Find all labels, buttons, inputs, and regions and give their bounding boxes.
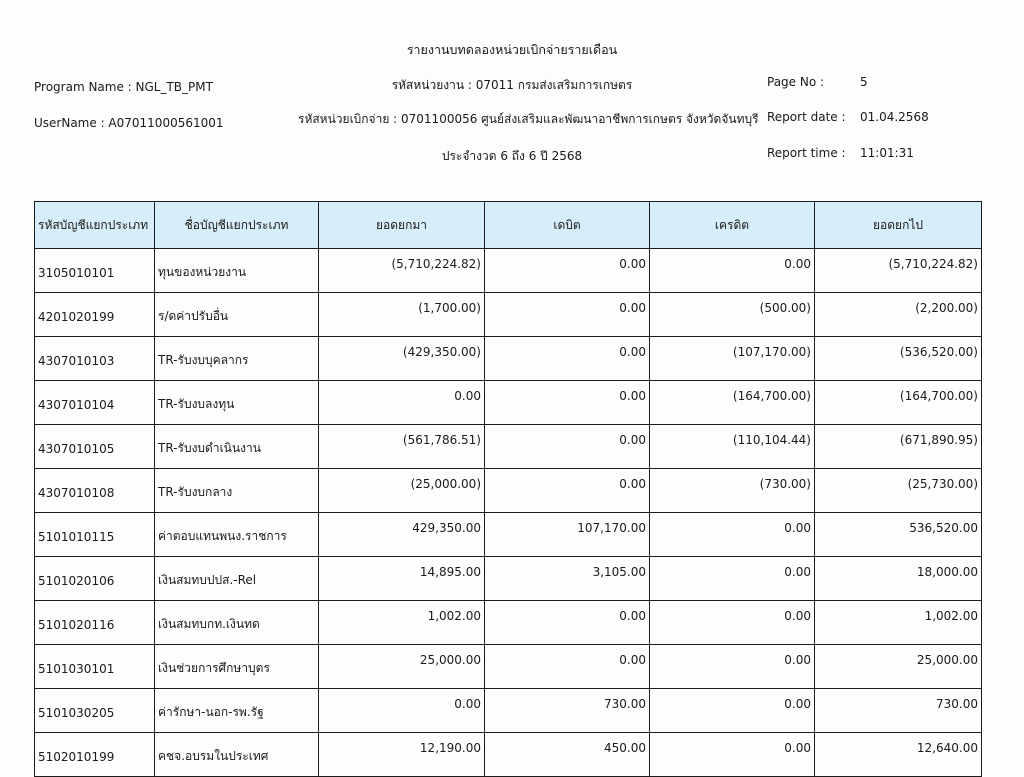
brought-forward-amount: 25,000.00: [319, 645, 485, 689]
account-code: 5101020116: [35, 601, 155, 645]
header-debit: เดบิต: [485, 202, 650, 249]
debit-amount: 450.00: [485, 733, 650, 777]
carried-forward-amount: (2,200.00): [815, 293, 982, 337]
carried-forward-amount: (5,710,224.82): [815, 249, 982, 293]
account-code: 4307010108: [35, 469, 155, 513]
table-row: [35, 249, 982, 293]
brought-forward-amount: (561,786.51): [319, 425, 485, 469]
carried-forward-amount: 18,000.00: [815, 557, 982, 601]
carried-forward-amount: 12,640.00: [815, 733, 982, 777]
report-time-value: 11:01:31: [860, 146, 914, 160]
credit-amount: (107,170.00): [650, 337, 815, 381]
table-row: [35, 469, 982, 513]
credit-amount: (164,700.00): [650, 381, 815, 425]
credit-amount: 0.00: [650, 689, 815, 733]
department-code: รหัสหน่วยงาน : 07011 กรมส่งเสริมการเกษตร: [391, 78, 633, 92]
account-name: เงินช่วยการศึกษาบุตร: [155, 645, 319, 689]
account-code: 5101010115: [35, 513, 155, 557]
table-row: [35, 425, 982, 469]
report-time-label: Report time :: [767, 146, 846, 160]
header-account-name: ชื่อบัญชีแยกประเภท: [155, 202, 319, 249]
carried-forward-amount: 730.00: [815, 689, 982, 733]
account-code: 4307010105: [35, 425, 155, 469]
debit-amount: 0.00: [485, 601, 650, 645]
debit-amount: 107,170.00: [485, 513, 650, 557]
brought-forward-amount: 0.00: [319, 381, 485, 425]
table-row: [35, 513, 982, 557]
debit-amount: 3,105.00: [485, 557, 650, 601]
account-name: ค่ารักษา-นอก-รพ.รัฐ: [155, 689, 319, 733]
debit-amount: 0.00: [485, 469, 650, 513]
debit-amount: 0.00: [485, 381, 650, 425]
brought-forward-amount: (1,700.00): [319, 293, 485, 337]
account-name: TR-รับงบบุคลากร: [155, 337, 319, 381]
credit-amount: 0.00: [650, 733, 815, 777]
brought-forward-amount: (5,710,224.82): [319, 249, 485, 293]
account-code: 5102010199: [35, 733, 155, 777]
account-code: 5101020106: [35, 557, 155, 601]
account-name: TR-รับงบดำเนินงาน: [155, 425, 319, 469]
table-row: [35, 601, 982, 645]
brought-forward-amount: 12,190.00: [319, 733, 485, 777]
carried-forward-amount: (25,730.00): [815, 469, 982, 513]
debit-amount: 0.00: [485, 337, 650, 381]
header-carried-forward: ยอดยกไป: [815, 202, 982, 249]
account-code: 4201020199: [35, 293, 155, 337]
account-code: 3105010101: [35, 249, 155, 293]
brought-forward-amount: 14,895.00: [319, 557, 485, 601]
debit-amount: 0.00: [485, 293, 650, 337]
carried-forward-amount: 536,520.00: [815, 513, 982, 557]
table-row: [35, 337, 982, 381]
debit-amount: 0.00: [485, 425, 650, 469]
report-date-label: Report date :: [767, 110, 846, 124]
report-title: รายงานบทดลองหน่วยเบิกจ่ายรายเดือน: [406, 42, 618, 57]
carried-forward-amount: (536,520.00): [815, 337, 982, 381]
account-name: TR-รับงบลงทุน: [155, 381, 319, 425]
credit-amount: 0.00: [650, 249, 815, 293]
report-date-value: 01.04.2568: [860, 110, 929, 124]
credit-amount: 0.00: [650, 601, 815, 645]
debit-amount: 0.00: [485, 645, 650, 689]
credit-amount: (110,104.44): [650, 425, 815, 469]
account-code: 5101030205: [35, 689, 155, 733]
header-brought-forward: ยอดยกมา: [319, 202, 485, 249]
page-number-value: 5: [860, 75, 868, 89]
carried-forward-amount: (671,890.95): [815, 425, 982, 469]
disbursing-unit: รหัสหน่วยเบิกจ่าย : 0701100056 ศูนย์ส่งเสริมและพัฒนาอาชีพการเกษตร จังหวัดจันทบุรี: [298, 112, 759, 126]
table-row: [35, 381, 982, 425]
brought-forward-amount: (25,000.00): [319, 469, 485, 513]
table-row: [35, 645, 982, 689]
table-row: [35, 733, 982, 777]
account-name: คชจ.อบรมในประเทศ: [155, 733, 319, 777]
credit-amount: 0.00: [650, 645, 815, 689]
credit-amount: (500.00): [650, 293, 815, 337]
account-name: เงินสมทบปปส.-Rel: [155, 557, 319, 601]
program-name: Program Name : NGL_TB_PMT: [34, 80, 213, 94]
brought-forward-amount: 0.00: [319, 689, 485, 733]
account-name: ร/ดค่าปรับอื่น: [155, 293, 319, 337]
debit-amount: 730.00: [485, 689, 650, 733]
credit-amount: (730.00): [650, 469, 815, 513]
account-name: เงินสมทบกท.เงินทด: [155, 601, 319, 645]
page-number-label: Page No :: [767, 75, 825, 89]
credit-amount: 0.00: [650, 513, 815, 557]
debit-amount: 0.00: [485, 249, 650, 293]
trial-balance-table: [34, 201, 982, 777]
brought-forward-amount: (429,350.00): [319, 337, 485, 381]
carried-forward-amount: 25,000.00: [815, 645, 982, 689]
header-credit: เครดิต: [650, 202, 815, 249]
table-row: [35, 557, 982, 601]
brought-forward-amount: 1,002.00: [319, 601, 485, 645]
report-period: ประจำงวด 6 ถึง 6 ปี 2568: [441, 149, 583, 163]
credit-amount: 0.00: [650, 557, 815, 601]
account-name: TR-รับงบกลาง: [155, 469, 319, 513]
brought-forward-amount: 429,350.00: [319, 513, 485, 557]
table-header-row: [35, 202, 982, 249]
account-name: ทุนของหน่วยงาน: [155, 249, 319, 293]
user-name: UserName : A07011000561001: [34, 116, 224, 130]
account-name: ค่าตอบแทนพนง.ราชการ: [155, 513, 319, 557]
account-code: 4307010104: [35, 381, 155, 425]
carried-forward-amount: 1,002.00: [815, 601, 982, 645]
header-account-code: รหัสบัญชีแยกประเภท: [35, 202, 155, 249]
account-code: 4307010103: [35, 337, 155, 381]
table-row: [35, 293, 982, 337]
carried-forward-amount: (164,700.00): [815, 381, 982, 425]
account-code: 5101030101: [35, 645, 155, 689]
table-row: [35, 689, 982, 733]
